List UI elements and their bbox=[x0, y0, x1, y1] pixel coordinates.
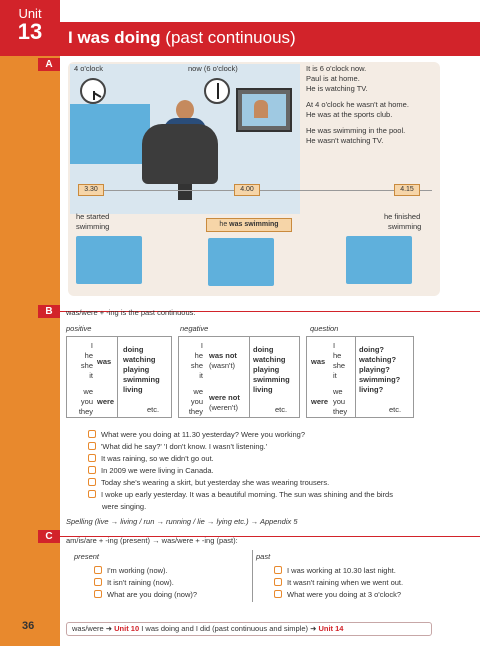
scene-illustration bbox=[70, 64, 300, 214]
desc-line: It is 6 o'clock now. bbox=[306, 64, 367, 73]
desc-line: He was swimming in the pool. bbox=[306, 126, 406, 135]
example-line: I woke up early yesterday. It was a beautiful morning. The sun was shining and the birds bbox=[88, 490, 393, 499]
pronoun: I bbox=[333, 341, 336, 350]
past-example: I was working at 10.30 last night. bbox=[274, 566, 396, 575]
climbing-out-illustration bbox=[346, 236, 412, 284]
aux: was bbox=[97, 357, 112, 366]
pronoun: you bbox=[80, 397, 93, 406]
pronoun: we bbox=[193, 387, 203, 396]
desc-line: He was at the sports club. bbox=[306, 110, 393, 119]
page-title: I was doing (past continuous) bbox=[68, 28, 296, 47]
pronoun: it bbox=[89, 371, 93, 380]
pronoun: she bbox=[80, 361, 93, 370]
section-a-label: A bbox=[38, 58, 60, 71]
question-header: question bbox=[310, 324, 339, 333]
pronoun: he bbox=[84, 351, 93, 360]
unit-number: 13 bbox=[17, 19, 43, 44]
clock-4-icon bbox=[80, 78, 106, 104]
scene-left-label: 4 o'clock bbox=[74, 64, 103, 73]
timeline-time-2: 4.00 bbox=[234, 184, 260, 196]
example-line: 'What did he say?' 'I don't know. I wasn't listening.' bbox=[88, 442, 267, 451]
verb: playing bbox=[123, 365, 150, 374]
timeline-time-1: 3.30 bbox=[78, 184, 104, 196]
verb: playing? bbox=[359, 365, 390, 374]
pronoun: it bbox=[199, 371, 203, 380]
desc-line: At 4 o'clock he wasn't at home. bbox=[306, 100, 409, 109]
example-line: In 2009 we were living in Canada. bbox=[88, 466, 214, 475]
aux: was not bbox=[209, 351, 237, 360]
section-b-label: B bbox=[38, 305, 60, 318]
question-table bbox=[306, 336, 414, 418]
unit-14-link[interactable]: Unit 14 bbox=[318, 624, 344, 633]
verb: playing bbox=[253, 365, 280, 374]
pronoun: I bbox=[200, 341, 203, 350]
past-example: What were you doing at 3 o'clock? bbox=[274, 590, 401, 599]
verb: swimming? bbox=[359, 375, 401, 384]
page-number: 36 bbox=[22, 620, 35, 632]
aux: were bbox=[311, 397, 329, 406]
timeline-right-caption: he finished bbox=[384, 212, 421, 221]
unit-tab bbox=[0, 0, 60, 56]
pronoun: they bbox=[78, 407, 93, 416]
pronoun: I bbox=[90, 341, 93, 350]
positive-header: positive bbox=[66, 324, 92, 333]
etc: etc. bbox=[147, 405, 160, 414]
section-c-heading: am/is/are + -ing (present) → was/were + -ing (past): bbox=[66, 536, 238, 545]
spelling-note: Spelling (live → living / run → running / lie → lying etc.) → Appendix 5 bbox=[66, 517, 298, 526]
c-divider bbox=[252, 550, 253, 602]
present-example: It isn't raining (now). bbox=[94, 578, 174, 587]
aux: were bbox=[97, 397, 115, 406]
pool-illustration bbox=[70, 104, 150, 164]
past-example: It wasn't raining when we went out. bbox=[274, 578, 403, 587]
verb: living? bbox=[359, 385, 384, 394]
pronoun: he bbox=[194, 351, 203, 360]
aux-short: (wasn't) bbox=[209, 361, 236, 370]
example-line: were singing. bbox=[102, 502, 147, 511]
title-bar bbox=[60, 22, 480, 56]
present-header: present bbox=[74, 552, 100, 561]
past-header: past bbox=[256, 552, 271, 561]
timeline-time-3: 4.15 bbox=[394, 184, 420, 196]
present-example: I'm working (now). bbox=[94, 566, 168, 575]
pronoun: it bbox=[333, 371, 337, 380]
section-b-heading: was/were + -ing is the past continuous: bbox=[66, 308, 196, 317]
timeline-left-caption: swimming bbox=[76, 222, 110, 231]
etc: etc. bbox=[275, 405, 288, 414]
verb: doing? bbox=[359, 345, 384, 354]
armchair-icon bbox=[142, 124, 218, 184]
pronoun: she bbox=[190, 361, 203, 370]
pronoun: he bbox=[333, 351, 342, 360]
aux-short: (weren't) bbox=[209, 403, 238, 412]
pronoun: we bbox=[333, 387, 343, 396]
verb: swimming bbox=[123, 375, 160, 384]
present-example: What are you doing (now)? bbox=[94, 590, 197, 599]
scene-right-label: now (6 o'clock) bbox=[188, 64, 238, 73]
aux: were not bbox=[209, 393, 240, 402]
verb: doing bbox=[253, 345, 274, 354]
verb: living bbox=[253, 385, 273, 394]
diving-in-illustration bbox=[76, 236, 142, 284]
etc: etc. bbox=[389, 405, 402, 414]
positive-table bbox=[66, 336, 172, 418]
negative-table bbox=[178, 336, 300, 418]
section-c-label: C bbox=[38, 530, 60, 543]
desc-line: He wasn't watching TV. bbox=[306, 136, 384, 145]
negative-header: negative bbox=[180, 324, 209, 333]
unit-label: Unit bbox=[18, 6, 42, 21]
tv-icon bbox=[236, 88, 292, 132]
unit-10-link[interactable]: Unit 10 bbox=[114, 624, 140, 633]
pronoun: you bbox=[333, 397, 346, 406]
desc-line: He is watching TV. bbox=[306, 84, 368, 93]
verb: doing bbox=[123, 345, 144, 354]
unit-sidebar bbox=[0, 0, 60, 646]
pronoun: they bbox=[333, 407, 348, 416]
example-line: It was raining, so we didn't go out. bbox=[88, 454, 214, 463]
pronoun: we bbox=[83, 387, 93, 396]
verb: watching bbox=[123, 355, 156, 364]
verb: watching? bbox=[359, 355, 397, 364]
example-line: Today she's wearing a skirt, but yesterday she was wearing trousers. bbox=[88, 478, 329, 487]
swimming-illustration bbox=[208, 238, 274, 286]
verb: watching bbox=[253, 355, 286, 364]
pronoun: she bbox=[333, 361, 346, 370]
verb: living bbox=[123, 385, 143, 394]
section-a-panel bbox=[68, 62, 440, 296]
pronoun: you bbox=[190, 397, 203, 406]
cross-reference-box: was/were ➜ Unit 10 I was doing and I did (past continuous and simple) ➜ Unit 14 bbox=[66, 622, 432, 636]
verb: swimming bbox=[253, 375, 290, 384]
aux: was bbox=[311, 357, 326, 366]
timeline-middle-label: he was swimming bbox=[206, 218, 292, 232]
pronoun: they bbox=[188, 407, 203, 416]
timeline-right-caption: swimming bbox=[388, 222, 422, 231]
example-line: What were you doing at 11.30 yesterday? Were you working? bbox=[88, 430, 305, 439]
desc-line: Paul is at home. bbox=[306, 74, 360, 83]
timeline-left-caption: he started bbox=[76, 212, 110, 221]
